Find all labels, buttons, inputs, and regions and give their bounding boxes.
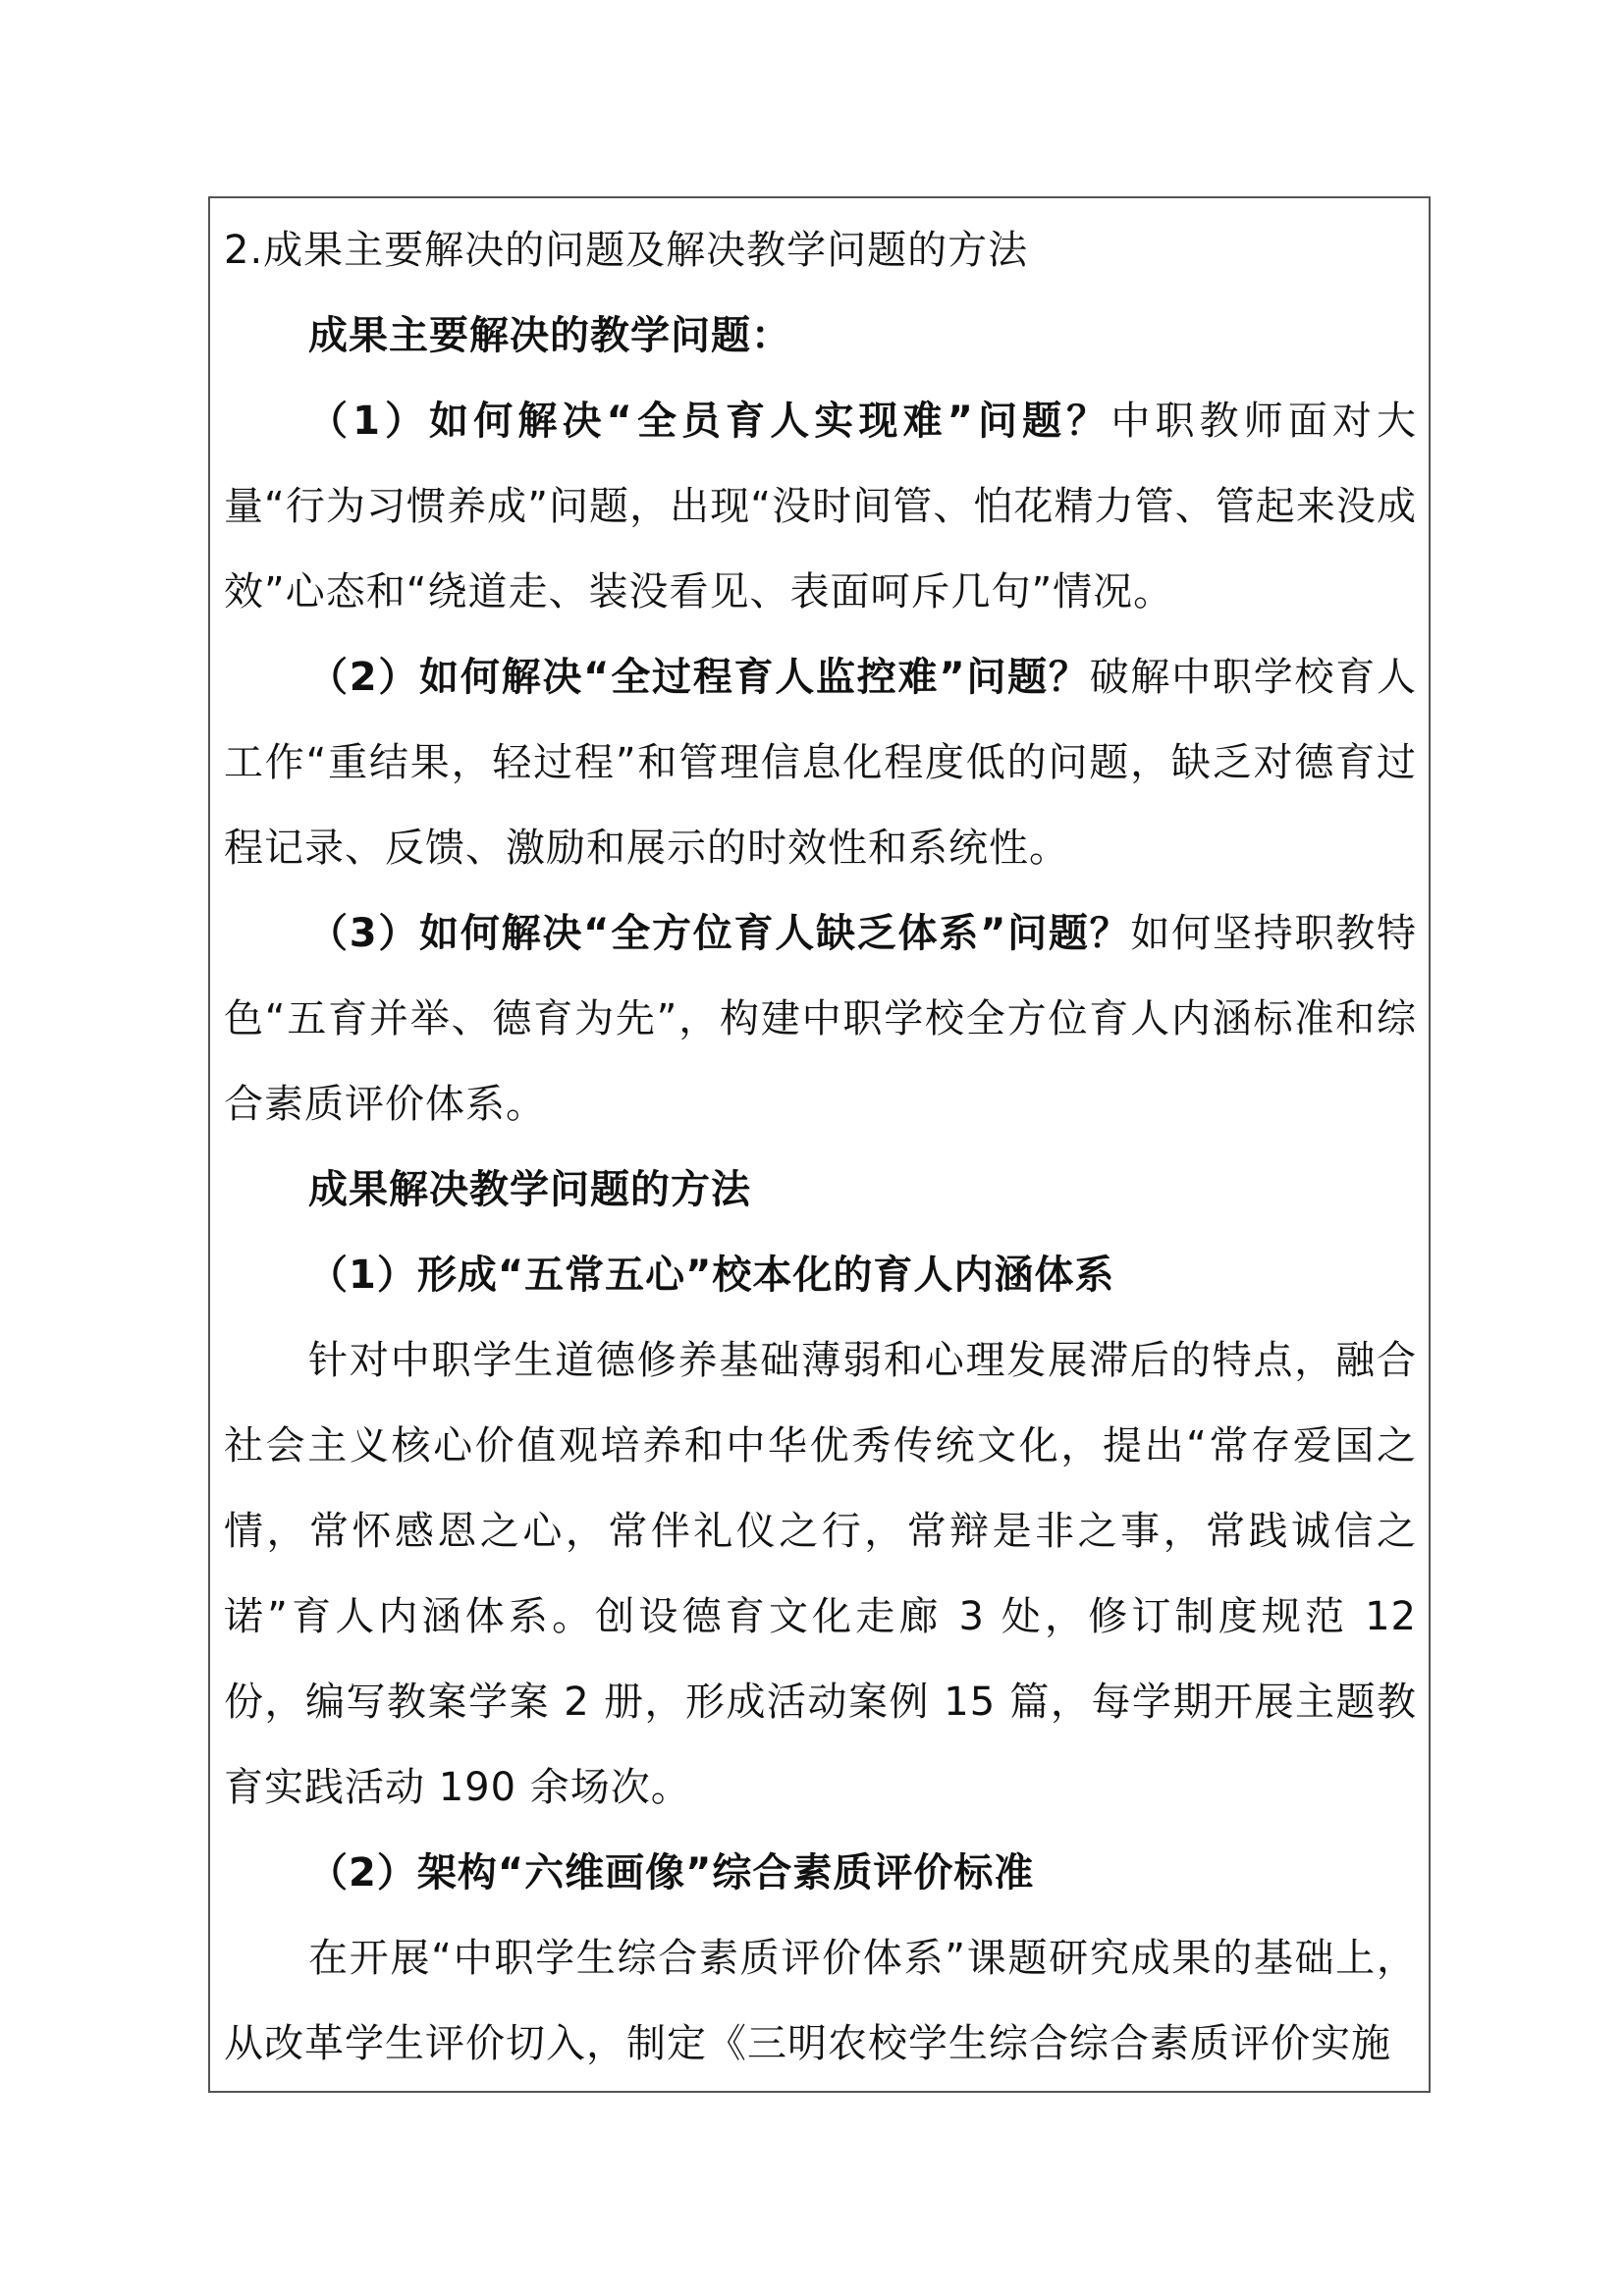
- problems-heading: 成果主要解决的教学问题：: [308, 313, 791, 358]
- method-1-heading: （1）形成“五常五心”校本化的育人内涵体系: [308, 1253, 1115, 1298]
- section-title: 2.成果主要解决的问题及解决教学问题的方法: [224, 228, 1029, 273]
- problem-1-heading: （1）如何解决“全员育人实现难”问题？: [308, 399, 1111, 444]
- problem-3-heading: （3）如何解决“全方位育人缺乏体系”问题？: [308, 911, 1131, 956]
- methods-heading: 成果解决教学问题的方法: [308, 1167, 751, 1212]
- method-2-heading: （2）架构“六维画像”综合素质评价标准: [308, 1850, 1035, 1896]
- problem-paragraph-2: [224, 635, 1417, 891]
- problem-2-text: 破解中职学校育人工作“重结果，轻过程”和管理信息化程度低的问题，缺乏对德育过程记录、反馈、激励和展示的时效性和系统性。: [224, 655, 1417, 871]
- problem-paragraph-1: [224, 379, 1417, 635]
- document-body: [224, 208, 1417, 2087]
- method-2-text: 在开展“中职学生综合素质评价体系”课题研究成果的基础上，从改革学生评价切入，制定《三明农校学生综合综合素质评价实施: [224, 1936, 1417, 2066]
- method-1-text: 针对中职学生道德修养基础薄弱和心理发展滞后的特点，融合社会主义核心价值观培养和中华优秀传统文化，提出“常存爱国之情，常怀感恩之心，常伴礼仪之行，常辩是非之事，常践诚信之诺”育人内涵体系。创设德育文化走廊 3 处，修订制度规范 12 份，编写教案学案 2 册，形成活动案例 15 篇，每学期开展主题教育实践活动 190 余场次。: [224, 1338, 1417, 1810]
- problem-1-text: 中职教师面对大量“行为习惯养成”问题，出现“没时间管、怕花精力管、管起来没成效”心态和“绕道走、装没看见、表面呵斥几句”情况。: [224, 399, 1417, 614]
- problem-3-text: 如何坚持职教特色“五育并举、德育为先”，构建中职学校全方位育人内涵标准和综合素质评价体系。: [224, 911, 1417, 1127]
- problem-paragraph-3: [224, 891, 1417, 1148]
- problem-2-heading: （2）如何解决“全过程育人监控难”问题？: [308, 655, 1090, 700]
